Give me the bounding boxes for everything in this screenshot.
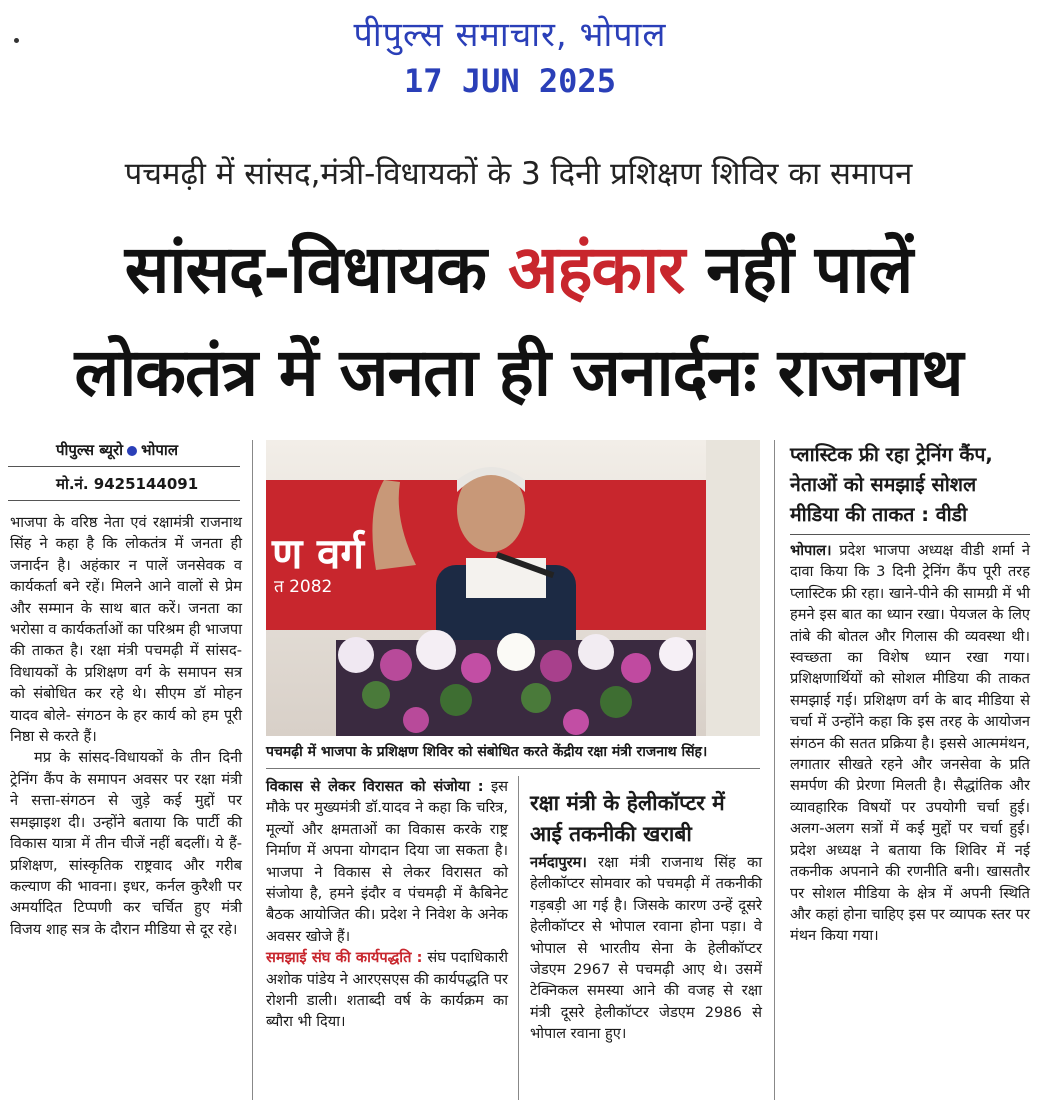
paragraph: भाजपा के वरिष्ठ नेता एवं रक्षामंत्री राजनाथ सिंह ने कहा है कि लोकतंत्र में जनता ही जनार्दन है। अहंकार न पालें जनसेवक व कार्यकर्ता बने रहें। मिलने आने वालों से प्रेम और सम्मान के साथ बात करें। जनता का भरोसा व कार्यकर्ताओं का परिश्रम ही भाजपा की ताकत है। रक्षा मंत्री पचमढ़ी में सांसद-विधायकों के प्रशिक्षण वर्ग के समापन सत्र को संबोधित कर रहे थे। सीएम डॉ मोहन यादव बोले- संगठन के हर कार्य को हम पूरी निष्ठा से करते हैं। — [10, 514, 242, 746]
date-stamp-area — [0, 0, 1037, 120]
speaker-at-podium-photo — [266, 440, 760, 736]
ink-dot — [14, 38, 19, 43]
divider — [8, 500, 240, 501]
banner-text: ण वर्ग — [272, 529, 364, 578]
subheading: विकास से लेकर विरासत को संजोया : — [266, 778, 484, 795]
divider — [266, 768, 760, 769]
paragraph-text: संघ पदाधिकारी अशोक पांडेय ने आरएसएस की कार्यपद्धति पर रोशनी डाली। शताब्दी वर्ष के कार्यक्रम का ब्यौरा भी दिया। — [266, 949, 508, 1031]
date-stamp: 17 JUN 2025 — [404, 62, 616, 100]
paragraph-text: इस मौके पर मुख्यमंत्री डॉ.यादव ने कहा कि चरित्र, मूल्यों और क्षमताओं का विकास करके राष्ट्र निर्माण में अपना योगदान दिया जा सकता है। भाजपा ने विकास से लेकर विरासत को संजोया है, हमने इंदौर व पंचमढ़ी में कैबिनेट बैठक आयोजित की। प्रदेश ने निवेश के अनेक अवसर खोजे हैं। — [266, 778, 508, 945]
dateline: नर्मदापुरम। — [530, 854, 587, 871]
news-photo — [266, 440, 760, 736]
headline-part: सांसद-विधायक — [124, 231, 486, 308]
dateline: भोपाल। — [790, 542, 832, 559]
main-headline-line2: लोकतंत्र में जनता ही जनार्दनः राजनाथ — [74, 334, 963, 411]
article-column-2 — [266, 776, 508, 1033]
kicker-headline: पचमढ़ी में सांसद,मंत्री-विधायकों के 3 दिनी प्रशिक्षण शिविर का समापन — [124, 156, 913, 192]
column-divider — [252, 440, 253, 1100]
byline-bureau: पीपुल्स ब्यूरो — [56, 441, 123, 459]
byline-city: भोपाल — [140, 441, 178, 459]
paragraph — [530, 852, 762, 1045]
bullet-dot-icon — [127, 446, 137, 456]
headline-highlight: अहंकार — [507, 231, 685, 308]
subheading-red: समझाई संघ की कार्यपद्धति : — [266, 949, 423, 967]
photo-caption: पचमढ़ी में भाजपा के प्रशिक्षण शिविर को संबोधित करते केंद्रीय रक्षा मंत्री राजनाथ सिंह। — [266, 744, 708, 760]
helicopter-story-headline: रक्षा मंत्री के हेलीकॉप्टर में आई तकनीकी खराबी — [530, 791, 725, 846]
column-divider — [518, 776, 519, 1100]
column-divider — [774, 440, 775, 1100]
main-headline-line1 — [0, 222, 1037, 312]
article-column-1 — [10, 512, 242, 940]
divider — [8, 466, 240, 467]
byline — [56, 440, 178, 460]
newspaper-name-stamp: पीपुल्स समाचार, भोपाल — [353, 15, 667, 55]
banner-year: त 2082 — [274, 577, 333, 597]
paragraph: मप्र के सांसद-विधायकों के तीन दिनी ट्रेनिंग कैंप के समापन अवसर पर रक्षा मंत्री ने सत्ता-संगठन से जुड़े कई मुद्दों पर समझाइश दी। उन्होंने बताया कि पार्टी की विकास यात्रा में तीन चीजें नहीं बदलीं। ये हैं- प्रशिक्षण, सांस्कृतिक राष्ट्रवाद और गरीब कल्याण की भावना। इधर, कर्नल कुरैशी पर अमर्यादित टिप्पणी कर चर्चित हुए मंत्री विजय शाह सत्र के दौरान मीडिया से दूर रहे। — [10, 749, 242, 938]
paragraph-text: प्रदेश भाजपा अध्यक्ष वीडी शर्मा ने दावा किया कि 3 दिनी ट्रेनिंग कैंप पूरी तरह प्लास्टिक फ्री रहा। खाने-पीने की सामग्री में भी हमने इस बात का ध्यान रखा। पेयजल के लिए तांबे की बोतल और गिलास की व्यवस्था थी। स्वच्छता का विशेष ध्यान रखा गया। प्रशिक्षणार्थियों को सोशल मीडिया की ताकत समझाई गई। प्रशिक्षण वर्ग के बाद मीडिया से चर्चा में उन्होंने कहा कि इस तरह के आयोजन संगठन की सतत प्रक्रिया है। इससे आत्ममंथन, लगातार सीखते रहने और जनसेवा के प्रति समर्पण की प्रेरणा मिलती है। सैद्धांतिक और व्यावहारिक विषयों पर उपयोगी चर्चा हुई। अलग-अलग सत्रों में कई मुद्दों पर चर्चा हुई। प्रदेश अध्यक्ष ने बताया कि शिविर में नई तकनीक अपनाने की रणनीति बनी। खासतौर पर सोशल मीडिया के क्षेत्र में अपनी स्थिति और कहां होना चाहिए इस पर व्यापक स्तर पर मंथन किया गया। — [790, 542, 1031, 945]
paragraph-text: रक्षा मंत्री राजनाथ सिंह का हेलीकॉप्टर सोमवार को पचमढ़ी में तकनीकी गड़बड़ी आ गई है। जिसके कारण उन्हें दूसरे हेलीकॉप्टर से भोपाल रवाना होना पड़ा। वे भोपाल से भारतीय सेना के हेलीकॉप्टर जेडएम 2967 से पचमढ़ी आए थे। उसमें टेक्निकल समस्या आने की वजह से रक्षा मंत्री दूसरे हेलीकॉप्टर जेडएम 2986 से भोपाल रवाना हुए। — [530, 854, 763, 1043]
article-column-3 — [530, 852, 762, 1045]
paragraph — [266, 776, 508, 947]
paragraph — [266, 947, 508, 1033]
article-column-4 — [790, 540, 1030, 947]
contact-number: मो.नं. 9425144091 — [56, 475, 199, 493]
headline-part: नहीं पालें — [706, 231, 913, 308]
sidebar-story-headline: प्लास्टिक फ्री रहा ट्रेनिंग कैंप, नेताओं को समझाई सोशल मीडिया की ताकत : वीडी — [790, 443, 993, 526]
paragraph — [790, 540, 1030, 947]
divider — [790, 534, 1030, 535]
